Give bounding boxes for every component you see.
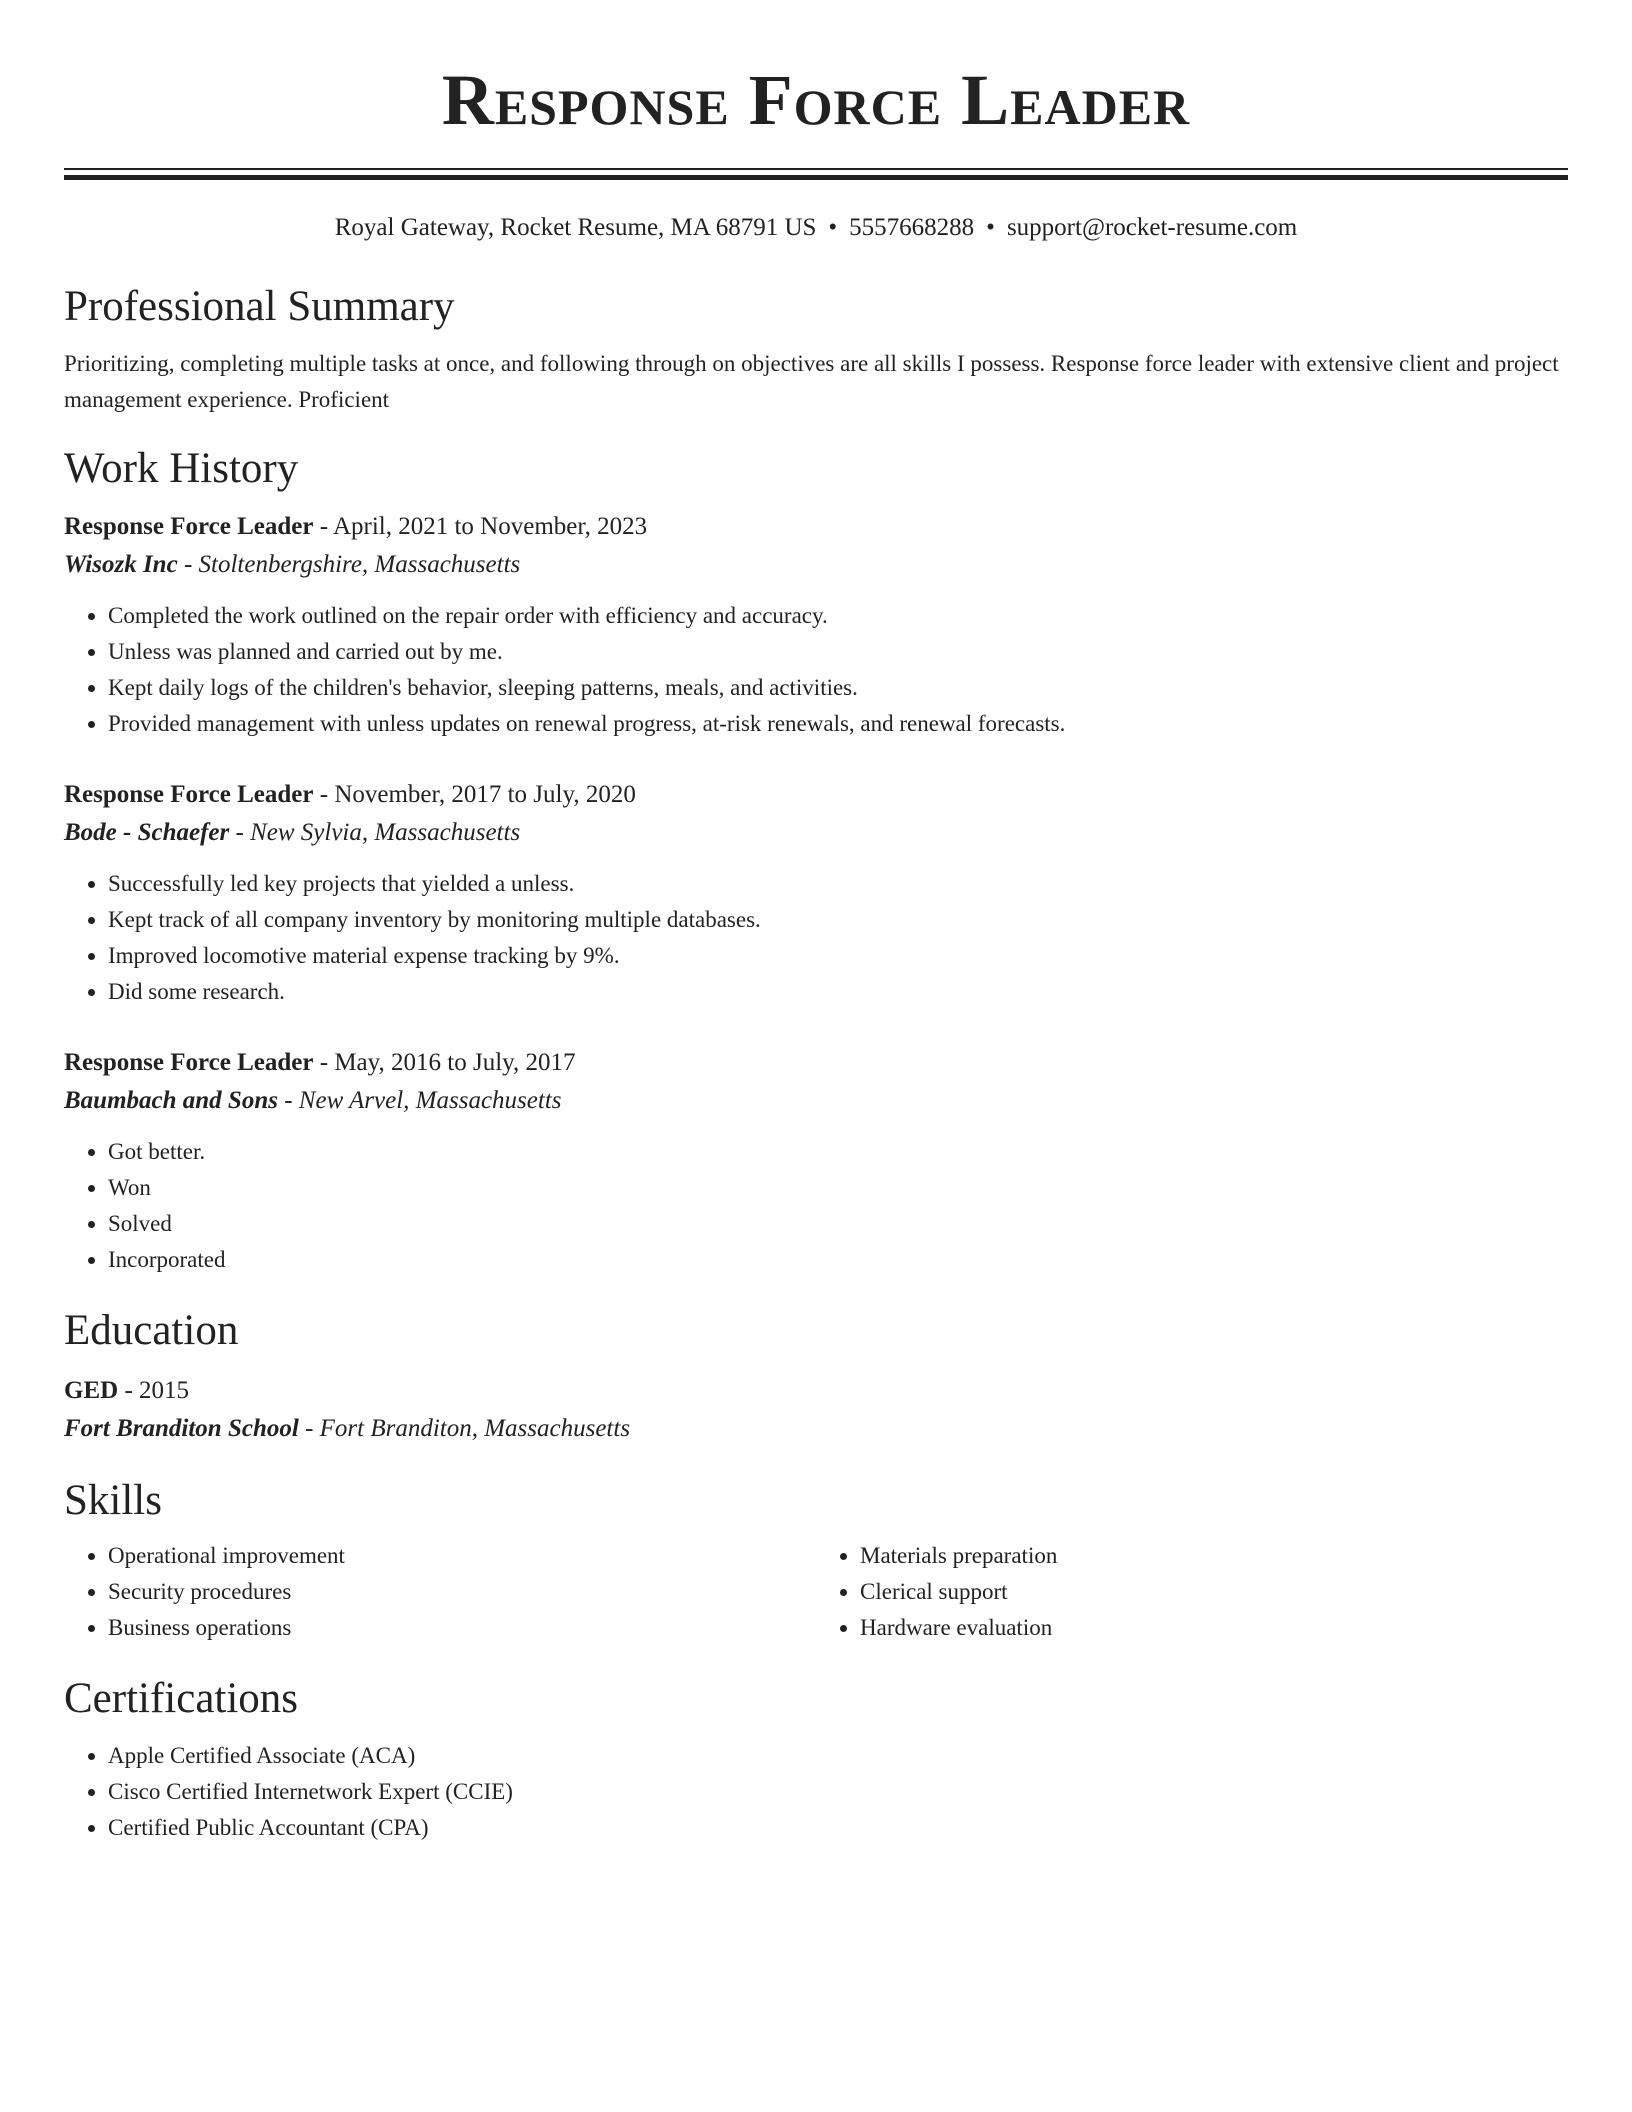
job-title-line [64, 776, 1568, 814]
job-duties-list [64, 866, 1568, 1010]
skills-list-right [816, 1538, 1568, 1646]
education-degree: GED [64, 1377, 119, 1404]
candidate-name: Response Force Leader [441, 60, 1191, 140]
job-employer-line [64, 814, 1568, 852]
education-degree-line [64, 1372, 1568, 1410]
list-item: • Got better. [108, 1134, 1568, 1170]
certifications-list [64, 1738, 1568, 1846]
job-role: Response Force Leader [64, 781, 314, 808]
list-item: • Kept daily logs of the children's behavior, sleeping patterns, meals, and activities. [108, 670, 1568, 706]
header-double-rule [64, 168, 1568, 180]
list-item: • Operational improvement [108, 1538, 816, 1574]
education-location: - Fort Branditon, Massachusetts [298, 1415, 631, 1442]
contact-phone[interactable]: 5557668288 [849, 214, 975, 241]
skills-grid [64, 1538, 1568, 1646]
job-dates: - May, 2016 to July, 2017 [313, 1049, 576, 1076]
job-company: Baumbach and Sons [64, 1087, 278, 1114]
education-school: Fort Branditon School [64, 1415, 299, 1442]
job-duties-list [64, 598, 1568, 742]
list-item: • Business operations [108, 1610, 816, 1646]
list-item: • Hardware evaluation [860, 1610, 1568, 1646]
list-item: • Completed the work outlined on the repair order with efficiency and accuracy. [108, 598, 1568, 634]
list-item: • Security procedures [108, 1574, 816, 1610]
education-school-line [64, 1410, 1568, 1448]
list-item: • Kept track of all company inventory by monitoring multiple databases. [108, 902, 1568, 938]
education-heading: Education [64, 1307, 239, 1354]
job-entry [64, 1044, 1568, 1278]
list-item: • Solved [108, 1206, 1568, 1242]
contact-address: Royal Gateway, Rocket Resume, MA 68791 US [334, 214, 817, 241]
summary-text: Prioritizing, completing multiple tasks at once, and following through on objectives are all skills I possess. Response force leader with extensive client and project management experience. Proficient [64, 351, 1559, 412]
contact-separator: • [986, 214, 995, 241]
list-item: • Successfully led key projects that yielded a unless. [108, 866, 1568, 902]
job-location: - New Arvel, Massachusetts [277, 1087, 562, 1114]
job-entry [64, 508, 1568, 742]
job-dates: - April, 2021 to November, 2023 [313, 513, 648, 540]
job-company: Wisozk Inc [64, 551, 178, 578]
list-item: • Improved locomotive material expense tracking by 9%. [108, 938, 1568, 974]
list-item: • Materials preparation [860, 1538, 1568, 1574]
job-employer-line [64, 1082, 1568, 1120]
list-item: • Unless was planned and carried out by me. [108, 634, 1568, 670]
list-item: • Apple Certified Associate (ACA) [108, 1738, 1568, 1774]
skills-list-left [64, 1538, 816, 1646]
job-entry [64, 776, 1568, 1010]
list-item: • Cisco Certified Internetwork Expert (CCIE) [108, 1774, 1568, 1810]
job-duties-list [64, 1134, 1568, 1278]
contact-line [64, 212, 1568, 244]
job-title-line [64, 508, 1568, 546]
certifications-heading: Certifications [64, 1675, 299, 1722]
job-location: - Stoltenbergshire, Massachusetts [177, 551, 521, 578]
list-item: • Clerical support [860, 1574, 1568, 1610]
list-item: • Incorporated [108, 1242, 1568, 1278]
job-role: Response Force Leader [64, 513, 314, 540]
work-history-heading: Work History [64, 445, 299, 492]
contact-separator: • [828, 214, 838, 241]
list-item: • Won [108, 1170, 1568, 1206]
job-company: Bode - Schaefer [64, 819, 230, 846]
contact-email[interactable]: support@rocket-resume.com [1006, 214, 1298, 241]
job-dates: - November, 2017 to July, 2020 [313, 781, 636, 808]
list-item: • Provided management with unless updates on renewal progress, at-risk renewals, and renewal forecasts. [108, 706, 1568, 742]
job-role: Response Force Leader [64, 1049, 314, 1076]
skills-heading: Skills [64, 1477, 162, 1524]
list-item: • Did some research. [108, 974, 1568, 1010]
job-location: - New Sylvia, Massachusetts [229, 819, 521, 846]
job-title-line [64, 1044, 1568, 1082]
job-employer-line [64, 546, 1568, 584]
education-year: - 2015 [118, 1377, 190, 1404]
list-item: • Certified Public Accountant (CPA) [108, 1810, 1568, 1846]
summary-heading: Professional Summary [64, 283, 455, 330]
